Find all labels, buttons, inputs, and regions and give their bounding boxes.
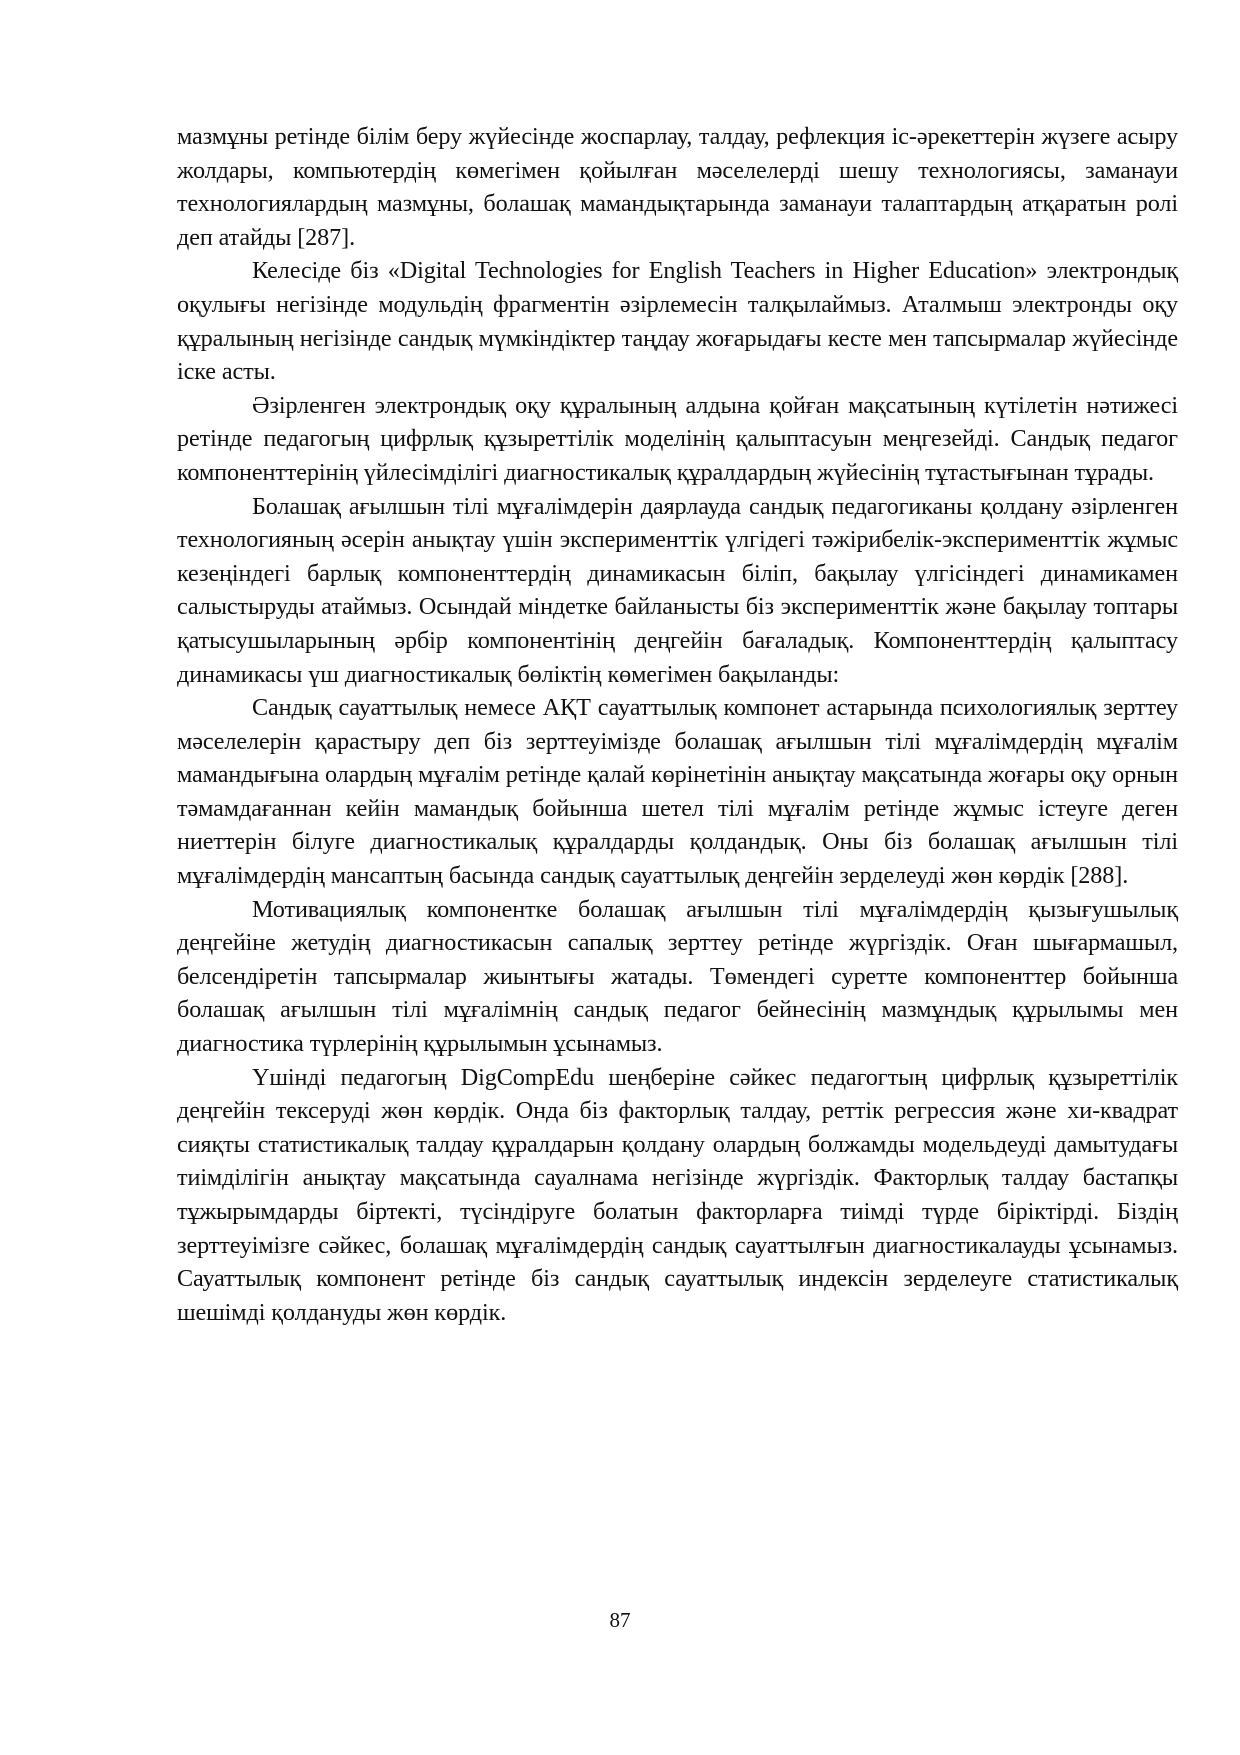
paragraph-5: Сандық сауаттылық немесе АҚТ сауаттылық компонет астарында психологиялық зерттеу мәселелерін қарастыру деп біз зерттеуімізде болашақ ағылшын тілі мұғалімдердің мұғалім мамандығына олардың мұғалім ретінде қалай көрінетінін анықтау мақсатында жоғары оқу орнын тәмамдағаннан кейін мамандық бойынша шетел тілі мұғалім ретінде жұмыс істеуге деген ниеттерін білуге диагностикалық құралдарды қолдандық. Оны біз болашақ ағылшын тілі мұғалімдердің мансаптың басында сандық сауаттылық деңгейін зерделеуді жөн көрдік [288]. bbox=[177, 694, 1178, 890]
paragraph-1: мазмұны ретінде білім беру жүйесінде жоспарлау, талдау, рефлекция іс-әрекеттерін жүзеге асыру жолдары, компьютердің көмегімен қойылған мәселелерді шешу технологиясы, заманауи технологиялардың мазмұны, болашақ мамандықтарында заманауи талаптардың атқаратын ролі деп атайды [287]. bbox=[177, 123, 1178, 251]
paragraph-2: Келесіде біз «Digital Technologies for English Teachers in Higher Education» электрондық оқулығы негізінде модульдің фрагментін әзірлемесін талқылаймыз. Аталмыш электронды оқу құралының негізінде сандық мүмкіндіктер таңдау жоғарыдағы кесте мен тапсырмалар жүйесінде іске асты. bbox=[177, 257, 1178, 386]
page-number: 87 bbox=[609, 1608, 631, 1632]
paragraph-4: Болашақ ағылшын тілі мұғалімдерін даярлауда сандық педагогиканы қолдану әзірленген технологияның әсерін анықтау үшін эксперименттік үлгідегі тәжірибелік-эксперименттік жұмыс кезеңіндегі барлық компоненттердің динамикасын біліп, бақылау үлгісіндегі динамикамен салыстыруды атаймыз. Осындай міндетке байланысты біз эксперименттік және бақылау топтары қатысушыларының әрбір компонентінің деңгейін бағаладық. Компоненттердің қалыптасу динамикасы үш диагностикалық бөліктің көмегімен бақыланды: bbox=[177, 492, 1178, 688]
paragraph-3: Әзірленген электрондық оқу құралының алдына қойған мақсатының күтілетін нәтижесі ретінде педагогың цифрлық құзыреттілік моделінің қалыптасуын меңгезейді. Сандық педагог компоненттерінің үйлесімділігі диагностикалық құралдардың жүйесінің тұтастығынан тұрады. bbox=[177, 391, 1178, 486]
page-body bbox=[177, 120, 1178, 1329]
paragraph-6: Мотивациялық компонентке болашақ ағылшын тілі мұғалімдердің қызығушылық деңгейіне жетудің диагностикасын сапалық зерттеу ретінде жүргіздік. Оған шығармашыл, белсендіретін тапсырмалар жиынтығы жатады. Төмендегі суретте компоненттер бойынша болашақ ағылшын тілі мұғалімнің сандық педагог бейнесінің мазмұндық құрылымы мен диагностика түрлерінің құрылымын ұсынамыз. bbox=[177, 895, 1178, 1058]
paragraph-7: Үшінді педагогың DigCompEdu шеңберіне сәйкес педагогтың цифрлық құзыреттілік деңгейін тексеруді жөн көрдік. Онда біз факторлық талдау, реттік регрессия және хи-квадрат сияқты статистикалық талдау құралдарын қолдану олардың болжамды модельдеуді дамытудағы тиімділігін анықтау мақсатында сауалнама негізінде жүргіздік. Факторлық талдау бастапқы тұжырымдарды біртекті, түсіндіруге болатын факторларға тиімді түрде біріктірді. Біздің зерттеуімізге сәйкес, болашақ мұғалімдердің сандық сауаттылғын диагностикалауды ұсынамыз. Сауаттылық компонент ретінде біз сандық сауаттылық индексін зерделеуге статистикалық шешімді қолдануды жөн көрдік. bbox=[177, 1063, 1178, 1326]
